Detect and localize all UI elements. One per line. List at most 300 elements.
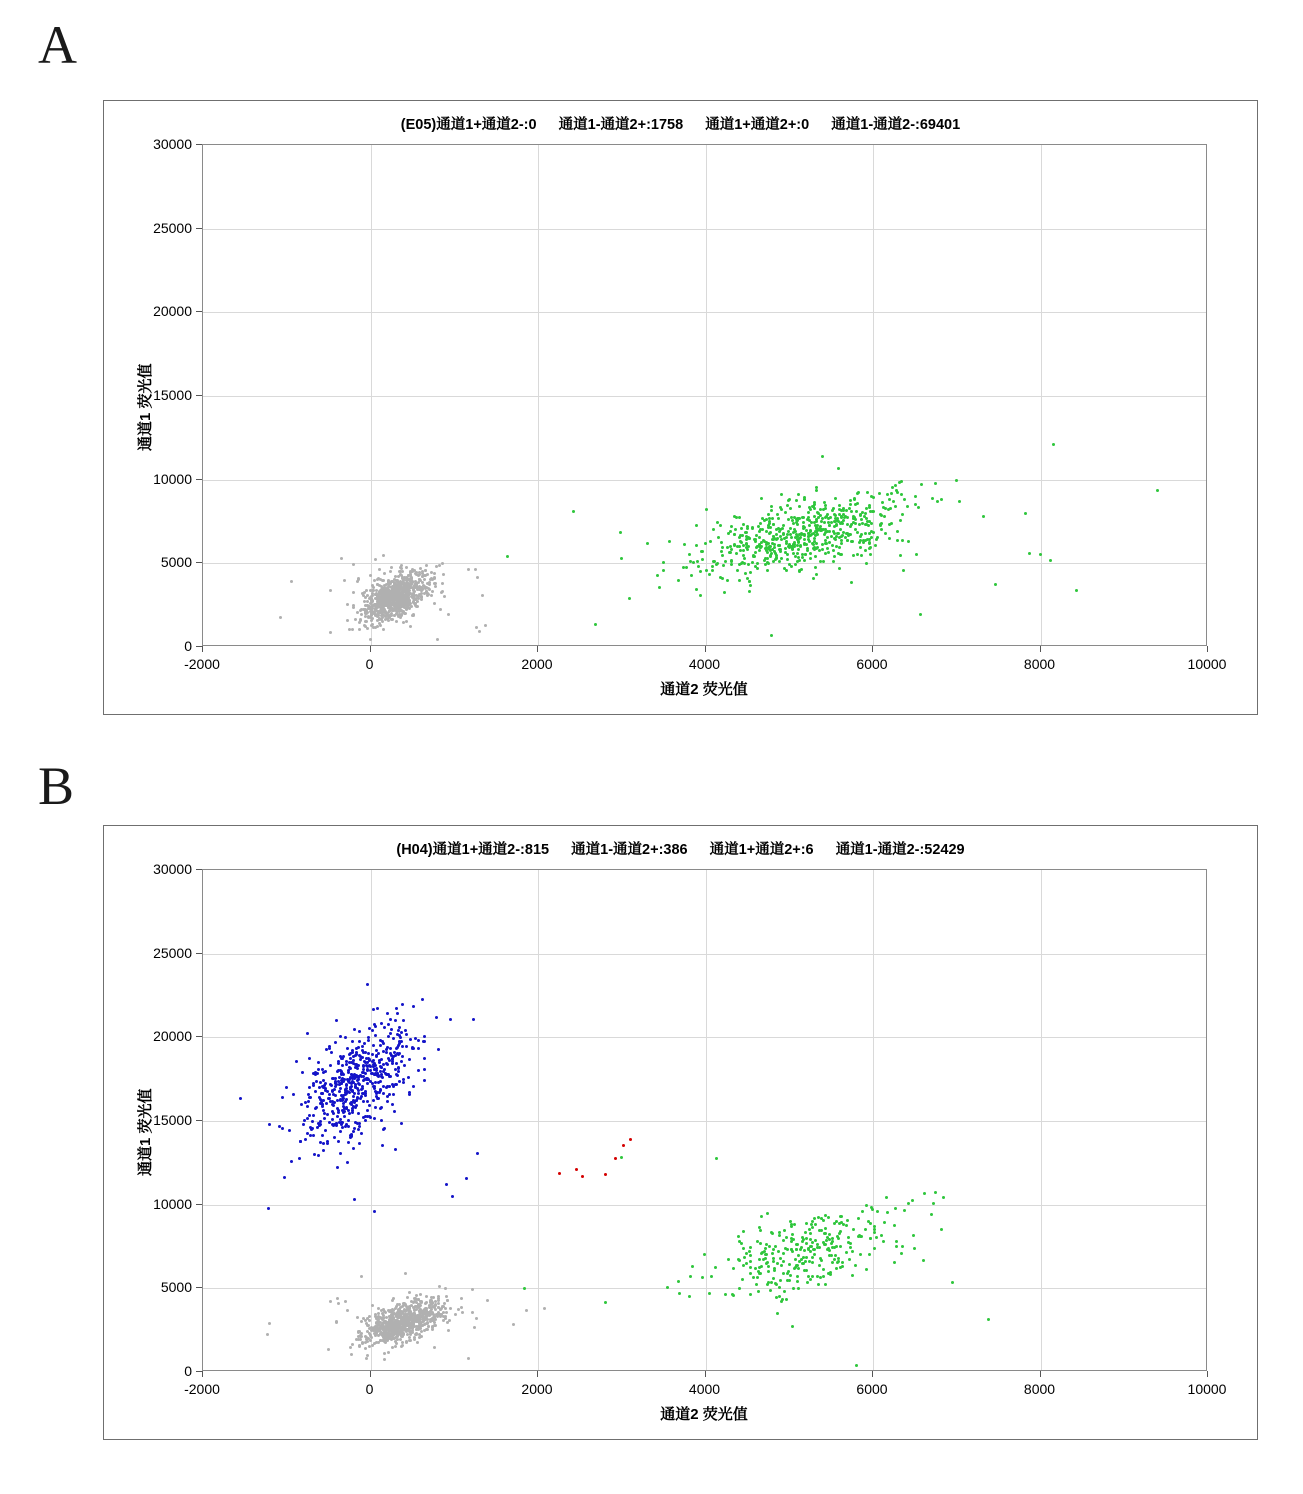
data-point <box>882 1240 885 1243</box>
gridline-horizontal <box>203 954 1206 955</box>
data-point <box>423 1040 426 1043</box>
data-point <box>776 1262 779 1265</box>
data-point-outlier <box>374 558 377 561</box>
data-point <box>374 1090 377 1093</box>
gridline-vertical <box>706 870 707 1370</box>
data-point-outlier <box>421 998 424 1001</box>
x-tick-mark <box>537 646 538 652</box>
data-point <box>400 1122 403 1125</box>
data-point <box>828 524 831 527</box>
data-point <box>383 1026 386 1029</box>
data-point <box>830 1242 833 1245</box>
data-point <box>419 1293 422 1296</box>
data-point <box>358 1142 361 1145</box>
data-point <box>368 1327 371 1330</box>
data-point <box>312 1082 315 1085</box>
data-point <box>581 1175 584 1178</box>
data-point <box>792 1287 795 1290</box>
data-point <box>824 1243 827 1246</box>
data-point <box>441 582 444 585</box>
data-point-outlier <box>363 608 366 611</box>
data-point <box>427 1325 430 1328</box>
title-part-neg-ch2: (E05)通道1+通道2-:0 <box>400 117 537 133</box>
data-point <box>385 1062 388 1065</box>
data-point <box>735 552 738 555</box>
data-point <box>879 523 882 526</box>
data-point <box>336 1099 339 1102</box>
data-point <box>658 586 661 589</box>
data-point <box>848 1258 851 1261</box>
data-point-outlier <box>360 1275 363 1278</box>
data-point <box>724 1293 727 1296</box>
data-point <box>756 567 759 570</box>
data-point <box>391 580 394 583</box>
data-point-outlier <box>886 1211 889 1214</box>
data-point <box>778 530 781 533</box>
data-point <box>800 532 803 535</box>
data-point <box>701 1276 704 1279</box>
x-tick-mark <box>202 646 203 652</box>
data-point <box>371 584 374 587</box>
y-tick-mark <box>196 311 202 312</box>
data-point <box>337 1140 340 1143</box>
data-point <box>628 597 631 600</box>
data-point <box>823 521 826 524</box>
data-point <box>341 1121 344 1124</box>
x-tick-label: 6000 <box>856 1381 888 1397</box>
data-point <box>747 563 750 566</box>
data-point <box>604 1173 607 1176</box>
data-point <box>895 1245 898 1248</box>
data-point <box>814 566 817 569</box>
data-point-outlier <box>506 555 509 558</box>
data-point <box>841 1261 844 1264</box>
gridline-vertical <box>538 145 539 645</box>
data-point <box>820 1259 823 1262</box>
data-point <box>355 1047 358 1050</box>
data-point <box>314 1090 317 1093</box>
data-point <box>864 539 867 542</box>
data-point <box>767 1265 770 1268</box>
data-point <box>749 584 752 587</box>
data-point <box>899 554 902 557</box>
data-point <box>796 523 799 526</box>
data-point-outlier <box>394 1148 397 1151</box>
data-point-outlier <box>366 983 369 986</box>
data-point <box>341 1072 344 1075</box>
data-point <box>361 1049 364 1052</box>
data-point <box>374 609 377 612</box>
data-point <box>384 615 387 618</box>
data-point <box>883 1221 886 1224</box>
y-tick-label: 30000 <box>153 861 192 877</box>
data-point-outlier <box>350 1353 353 1356</box>
data-point <box>382 1042 385 1045</box>
data-point <box>371 1082 374 1085</box>
data-point <box>446 1299 449 1302</box>
data-point <box>772 560 775 563</box>
data-point <box>805 1256 808 1259</box>
data-point <box>787 499 790 502</box>
data-point <box>383 1352 386 1355</box>
data-point <box>356 1316 359 1319</box>
data-point-outlier <box>646 542 649 545</box>
data-point <box>779 1257 782 1260</box>
data-point <box>857 1217 860 1220</box>
data-point <box>402 611 405 614</box>
data-point <box>351 1111 354 1114</box>
data-point <box>721 554 724 557</box>
panel-b-letter: B <box>38 756 75 816</box>
data-point <box>759 1272 762 1275</box>
data-point <box>365 1357 368 1360</box>
data-point <box>780 1300 783 1303</box>
data-point <box>785 1236 788 1239</box>
data-point <box>434 585 437 588</box>
data-point <box>789 1274 792 1277</box>
data-point <box>812 532 815 535</box>
data-point <box>934 482 937 485</box>
data-point <box>832 549 835 552</box>
data-point <box>339 1130 342 1133</box>
data-point-outlier <box>412 614 415 617</box>
data-point <box>774 1282 777 1285</box>
data-point <box>738 1259 741 1262</box>
data-point <box>872 496 875 499</box>
data-point <box>575 1168 578 1171</box>
data-point <box>766 1212 769 1215</box>
data-point-outlier <box>436 638 439 641</box>
data-point <box>876 1210 879 1213</box>
data-point <box>742 549 745 552</box>
data-point-outlier <box>344 1300 347 1303</box>
data-point <box>800 568 803 571</box>
data-point <box>831 1261 834 1264</box>
data-point <box>758 549 761 552</box>
data-point <box>382 1092 385 1095</box>
data-point-outlier <box>473 1326 476 1329</box>
data-point <box>780 1264 783 1267</box>
data-point <box>351 1107 354 1110</box>
data-point <box>690 574 693 577</box>
data-point <box>787 545 790 548</box>
data-point <box>382 1085 385 1088</box>
data-point <box>420 1330 423 1333</box>
data-point-outlier <box>620 1156 623 1159</box>
data-point <box>332 1112 335 1115</box>
data-point <box>736 569 739 572</box>
data-point <box>678 1292 681 1295</box>
data-point <box>364 596 367 599</box>
data-point <box>283 1176 286 1179</box>
data-point <box>810 1223 813 1226</box>
data-point <box>314 1107 317 1110</box>
data-point <box>786 1272 789 1275</box>
data-point <box>827 1247 830 1250</box>
data-point <box>433 602 436 605</box>
data-point-outlier <box>443 595 446 598</box>
y-tick-mark <box>196 1371 202 1372</box>
data-point <box>814 555 817 558</box>
data-point <box>362 1116 365 1119</box>
data-point <box>423 1068 426 1071</box>
data-point <box>375 1317 378 1320</box>
data-point <box>869 1237 872 1240</box>
data-point <box>383 572 386 575</box>
data-point <box>379 1080 382 1083</box>
data-point <box>365 589 368 592</box>
data-point <box>425 1295 428 1298</box>
data-point <box>668 540 671 543</box>
data-point <box>361 1092 364 1095</box>
data-point <box>377 1312 380 1315</box>
data-point <box>342 1055 345 1058</box>
data-point <box>874 544 877 547</box>
data-point-outlier <box>982 515 985 518</box>
data-point <box>384 618 387 621</box>
data-point <box>321 1134 324 1137</box>
data-point-outlier <box>402 1081 405 1084</box>
data-point-outlier <box>805 529 808 532</box>
data-point <box>819 1276 822 1279</box>
data-point <box>331 1103 334 1106</box>
data-point <box>847 1236 850 1239</box>
data-point <box>366 1330 369 1333</box>
data-point <box>872 510 875 513</box>
data-point <box>437 1048 440 1051</box>
data-point <box>784 511 787 514</box>
data-point <box>315 1080 318 1083</box>
data-point <box>738 579 741 582</box>
gridline-horizontal <box>203 1037 1206 1038</box>
data-point <box>797 1287 800 1290</box>
data-point <box>861 522 864 525</box>
data-point <box>358 1030 361 1033</box>
data-point <box>796 1275 799 1278</box>
data-point <box>338 1090 341 1093</box>
data-point <box>334 1082 337 1085</box>
gridline-vertical <box>538 870 539 1370</box>
data-point <box>840 553 843 556</box>
data-point <box>695 588 698 591</box>
data-point-outlier <box>435 1016 438 1019</box>
data-point <box>752 1276 755 1279</box>
data-point <box>760 1215 763 1218</box>
data-point <box>894 484 897 487</box>
data-point <box>900 480 903 483</box>
data-point <box>930 1213 933 1216</box>
data-point <box>366 1065 369 1068</box>
data-point <box>281 1096 284 1099</box>
data-point <box>760 1265 763 1268</box>
data-point-outlier <box>279 616 282 619</box>
data-point <box>791 548 794 551</box>
data-point <box>873 1225 876 1228</box>
data-point-outlier <box>512 1323 515 1326</box>
data-point <box>870 522 873 525</box>
data-point <box>322 1109 325 1112</box>
data-point <box>846 539 849 542</box>
x-tick-label: 10000 <box>1187 1381 1227 1397</box>
data-point <box>740 527 743 530</box>
data-point <box>799 545 802 548</box>
data-point <box>346 1047 349 1050</box>
data-point <box>369 589 372 592</box>
data-point <box>334 1094 337 1097</box>
data-point <box>290 1160 293 1163</box>
data-point <box>833 555 836 558</box>
data-point <box>336 1107 339 1110</box>
data-point <box>807 535 810 538</box>
data-point <box>309 1096 312 1099</box>
data-point <box>437 1295 440 1298</box>
data-point-outlier <box>433 1346 436 1349</box>
data-point <box>743 557 746 560</box>
data-point <box>860 533 863 536</box>
data-point <box>413 590 416 593</box>
data-point <box>785 536 788 539</box>
data-point <box>842 1223 845 1226</box>
data-point <box>778 544 781 547</box>
scatter-plot-b <box>202 869 1207 1371</box>
data-point-outlier <box>994 583 997 586</box>
gridline-vertical <box>873 870 874 1370</box>
panel-b <box>0 747 1303 1494</box>
data-point <box>357 1112 360 1115</box>
data-point <box>730 525 733 528</box>
data-point-outlier <box>447 1329 450 1332</box>
data-point <box>737 1235 740 1238</box>
data-point <box>720 550 723 553</box>
data-point <box>860 518 863 521</box>
data-point <box>797 540 800 543</box>
data-point <box>369 616 372 619</box>
x-tick-mark <box>1207 646 1208 652</box>
data-point <box>390 1028 393 1031</box>
data-point <box>341 1064 344 1067</box>
data-point <box>827 521 830 524</box>
data-point-outlier <box>1075 589 1078 592</box>
data-point <box>415 1328 418 1331</box>
title-part-double-pos: 通道1+通道2+:6 <box>709 842 814 858</box>
data-point <box>389 1075 392 1078</box>
data-point <box>856 492 859 495</box>
data-point <box>845 1224 848 1227</box>
data-point <box>372 1059 375 1062</box>
data-point <box>401 581 404 584</box>
data-point <box>714 1266 717 1269</box>
y-tick-label: 5000 <box>160 554 192 571</box>
data-point <box>815 486 818 489</box>
data-point <box>903 498 906 501</box>
data-point <box>761 1251 764 1254</box>
data-point <box>744 572 747 575</box>
data-point <box>368 1059 371 1062</box>
data-point <box>748 590 751 593</box>
data-point <box>840 509 843 512</box>
data-point <box>805 1237 808 1240</box>
data-point <box>362 1100 365 1103</box>
data-point <box>940 498 943 501</box>
data-point <box>903 1209 906 1212</box>
data-point <box>383 1127 386 1130</box>
title-part-double-neg: 通道1-通道2-:52429 <box>835 842 965 858</box>
data-point-outlier <box>1024 512 1027 515</box>
data-point-outlier <box>354 618 357 621</box>
data-point <box>774 1245 777 1248</box>
data-point-outlier <box>301 1071 304 1074</box>
data-point-outlier <box>445 1183 448 1186</box>
x-tick-mark <box>705 1371 706 1377</box>
y-axis-label-b: 通道1 荧光值 <box>137 1088 154 1176</box>
data-point <box>797 1267 800 1270</box>
data-point <box>756 1276 759 1279</box>
data-point <box>803 559 806 562</box>
data-point <box>778 1286 781 1289</box>
title-part-ch1-pos: (H04)通道1+通道2-:815 <box>396 842 550 858</box>
data-point-outlier <box>523 1287 526 1290</box>
data-point <box>374 1064 377 1067</box>
data-point <box>433 572 436 575</box>
data-point-outlier <box>440 591 443 594</box>
data-point <box>811 1261 814 1264</box>
data-point <box>355 1104 358 1107</box>
data-point <box>349 1057 352 1060</box>
data-point <box>870 1206 873 1209</box>
data-point-outlier <box>266 1333 269 1336</box>
data-point <box>426 573 429 576</box>
data-point <box>716 521 719 524</box>
data-point <box>798 559 801 562</box>
data-point <box>423 1323 426 1326</box>
data-point <box>381 604 384 607</box>
data-point <box>764 557 767 560</box>
data-point <box>662 569 665 572</box>
data-point <box>808 506 811 509</box>
data-point-outlier <box>594 623 597 626</box>
data-point <box>864 532 867 535</box>
data-point-outlier <box>340 557 343 560</box>
x-tick-label: 10000 <box>1187 656 1227 672</box>
data-point <box>825 542 828 545</box>
data-point <box>776 513 779 516</box>
data-point <box>794 1258 797 1261</box>
data-point <box>858 523 861 526</box>
data-point <box>308 1057 311 1060</box>
data-point <box>772 1260 775 1263</box>
data-point <box>958 500 961 503</box>
data-point <box>431 590 434 593</box>
data-point <box>901 539 904 542</box>
data-point <box>317 1068 320 1071</box>
data-point <box>361 592 364 595</box>
x-tick-label: 4000 <box>688 1381 721 1397</box>
data-point <box>894 505 897 508</box>
x-tick-mark <box>1207 1371 1208 1377</box>
data-point-outlier <box>474 568 477 571</box>
data-point-outlier <box>447 613 450 616</box>
data-point <box>433 576 436 579</box>
data-point <box>849 503 852 506</box>
data-point-outlier <box>369 638 372 641</box>
data-point <box>692 561 695 564</box>
data-point <box>914 495 917 498</box>
data-point <box>782 524 785 527</box>
data-point <box>323 1117 326 1120</box>
data-point <box>738 516 741 519</box>
data-point-outlier <box>821 455 824 458</box>
data-point <box>861 1210 864 1213</box>
